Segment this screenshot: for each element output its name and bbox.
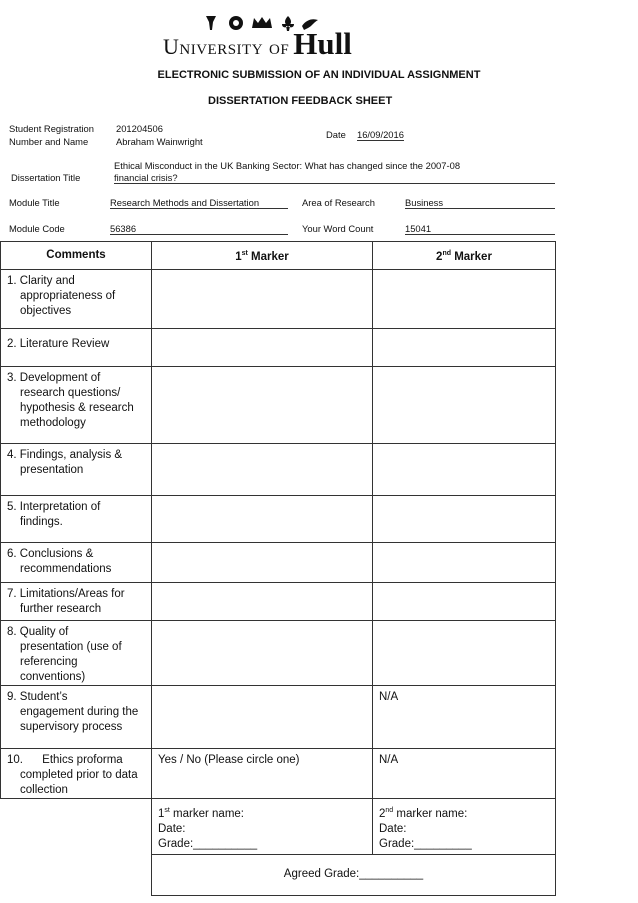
student-name: Abraham Wainwright	[116, 136, 203, 147]
second-marker-cell[interactable]	[373, 270, 556, 329]
criterion-label: 4. Findings, analysis &	[7, 449, 123, 461]
header-first-marker	[152, 242, 373, 270]
criterion-label-cont: presentation (use of referencing conventions)	[20, 641, 122, 683]
page-title: ELECTRONIC SUBMISSION OF AN INDIVIDUAL ASSIGNMENT	[157, 69, 481, 81]
word-count-label: Your Word Count	[302, 223, 374, 234]
first-marker-grade-label: Grade:__________	[158, 837, 258, 850]
criterion-label: 5. Interpretation of	[7, 501, 101, 513]
first-marker-cell[interactable]	[152, 270, 373, 329]
second-marker-rest: marker name:	[393, 807, 468, 820]
table-row	[1, 367, 556, 444]
criterion-label-cont: findings.	[20, 516, 63, 528]
criterion-cell	[1, 270, 152, 329]
agreed-grade-field[interactable]: Agreed Grade:__________	[152, 854, 556, 895]
first-marker-cell[interactable]	[152, 621, 373, 686]
table-row	[1, 583, 556, 621]
word-count: 15041	[405, 223, 555, 235]
dissertation-title-label: Dissertation Title	[11, 172, 81, 183]
table-row	[1, 270, 556, 329]
criterion-cell	[1, 444, 152, 496]
marker-names-row	[1, 799, 556, 855]
criterion-label: 9. Student’s	[7, 691, 68, 703]
feedback-table	[0, 241, 556, 896]
header-second-num: 2	[436, 250, 443, 263]
table-row	[1, 543, 556, 583]
criterion-label-cont: presentation	[20, 464, 84, 476]
criterion-label-cont: recommendations	[20, 563, 112, 575]
criterion-label-cont: research questions/ hypothesis & research methodology	[20, 387, 134, 429]
header-first-rest: Marker	[247, 250, 289, 263]
empty-cell	[1, 799, 152, 855]
module-code: 56386	[110, 223, 288, 235]
student-label-line2: Number and Name	[9, 136, 89, 147]
criterion-label: 3. Development of	[7, 372, 101, 384]
second-marker-cell[interactable]	[373, 329, 556, 367]
module-title-label: Module Title	[9, 197, 60, 208]
criterion-label-cont: appropriateness of objectives	[20, 290, 116, 317]
header-second-rest: Marker	[451, 250, 492, 263]
header-comments: Comments	[1, 242, 152, 270]
wordmark-university: University of	[163, 34, 290, 59]
first-marker-cell[interactable]	[152, 583, 373, 621]
table-header-row	[1, 242, 556, 270]
second-marker-cell[interactable]	[373, 583, 556, 621]
first-marker-cell[interactable]	[152, 444, 373, 496]
table-row	[1, 621, 556, 686]
submission-date: 16/09/2016	[357, 129, 404, 140]
criterion-cell	[1, 543, 152, 583]
table-row	[1, 686, 556, 749]
criterion-cell	[1, 686, 152, 749]
table-row	[1, 329, 556, 367]
criterion-cell	[1, 329, 152, 367]
criterion-cell	[1, 496, 152, 543]
registration-number: 201204506	[116, 123, 163, 134]
second-marker-cell[interactable]	[373, 367, 556, 444]
date-label: Date	[326, 129, 346, 140]
criterion-label: 1. Clarity and	[7, 275, 75, 287]
second-marker-cell[interactable]: N/A	[373, 686, 556, 749]
first-marker-cell[interactable]	[152, 329, 373, 367]
first-marker-rest: marker name:	[169, 807, 244, 820]
second-marker-cell[interactable]	[373, 496, 556, 543]
empty-cell	[1, 854, 152, 895]
criterion-label: 8. Quality of	[7, 626, 69, 638]
second-marker-sup: nd	[385, 807, 394, 814]
area-of-research: Business	[405, 197, 555, 209]
second-marker-name-label	[379, 803, 549, 822]
area-of-research-label: Area of Research	[302, 197, 375, 208]
second-marker-cell[interactable]	[373, 621, 556, 686]
criterion-cell	[1, 367, 152, 444]
criterion-label: 6. Conclusions &	[7, 548, 94, 560]
criterion-label: 2. Literature Review	[7, 338, 110, 350]
first-marker-cell[interactable]	[152, 543, 373, 583]
first-marker-signoff[interactable]	[152, 799, 373, 855]
header-first-num: 1	[235, 250, 242, 263]
second-marker-grade-label: Grade:_________	[379, 837, 472, 850]
page-subtitle: DISSERTATION FEEDBACK SHEET	[208, 95, 393, 107]
first-marker-date-label: Date:	[158, 822, 186, 835]
criterion-label-cont: engagement during the supervisory process	[20, 706, 139, 733]
criterion-label: 7. Limitations/Areas for	[7, 588, 125, 600]
second-marker-cell[interactable]	[373, 543, 556, 583]
first-marker-cell[interactable]	[152, 367, 373, 444]
university-wordmark	[163, 26, 352, 62]
second-marker-cell[interactable]	[373, 444, 556, 496]
second-marker-cell[interactable]: N/A	[373, 749, 556, 799]
first-marker-num: 1	[158, 807, 165, 820]
criterion-label: 10. Ethics proforma	[7, 754, 123, 766]
second-marker-num: 2	[379, 807, 386, 820]
criterion-label-cont: completed prior to data collection	[20, 769, 138, 796]
header-second-marker	[373, 242, 556, 270]
criterion-label-cont: further research	[20, 603, 102, 615]
second-marker-date-label: Date:	[379, 822, 407, 835]
dissertation-title-line1: Ethical Misconduct in the UK Banking Sector: What has changed since the 2007-08	[114, 160, 461, 171]
wordmark-hull: Hull	[293, 26, 352, 61]
first-marker-cell[interactable]	[152, 686, 373, 749]
criterion-cell	[1, 749, 152, 799]
header-second-sup: nd	[442, 250, 452, 258]
module-code-label: Module Code	[9, 223, 65, 234]
criterion-cell	[1, 583, 152, 621]
agreed-grade-row	[1, 854, 556, 895]
student-label-line1: Student Registration	[9, 123, 94, 134]
module-title: Research Methods and Dissertation	[110, 197, 288, 209]
first-marker-name-label	[158, 803, 366, 822]
dissertation-title-line2: financial crisis?	[114, 172, 555, 184]
criterion-cell	[1, 621, 152, 686]
table-row	[1, 749, 556, 799]
ethics-circle-cell[interactable]: Yes / No (Please circle one)	[152, 749, 373, 799]
first-marker-cell[interactable]	[152, 496, 373, 543]
header-first-sup: st	[241, 250, 248, 258]
table-row	[1, 496, 556, 543]
table-row	[1, 444, 556, 496]
first-marker-sup: st	[164, 807, 170, 814]
second-marker-signoff[interactable]	[373, 799, 556, 855]
